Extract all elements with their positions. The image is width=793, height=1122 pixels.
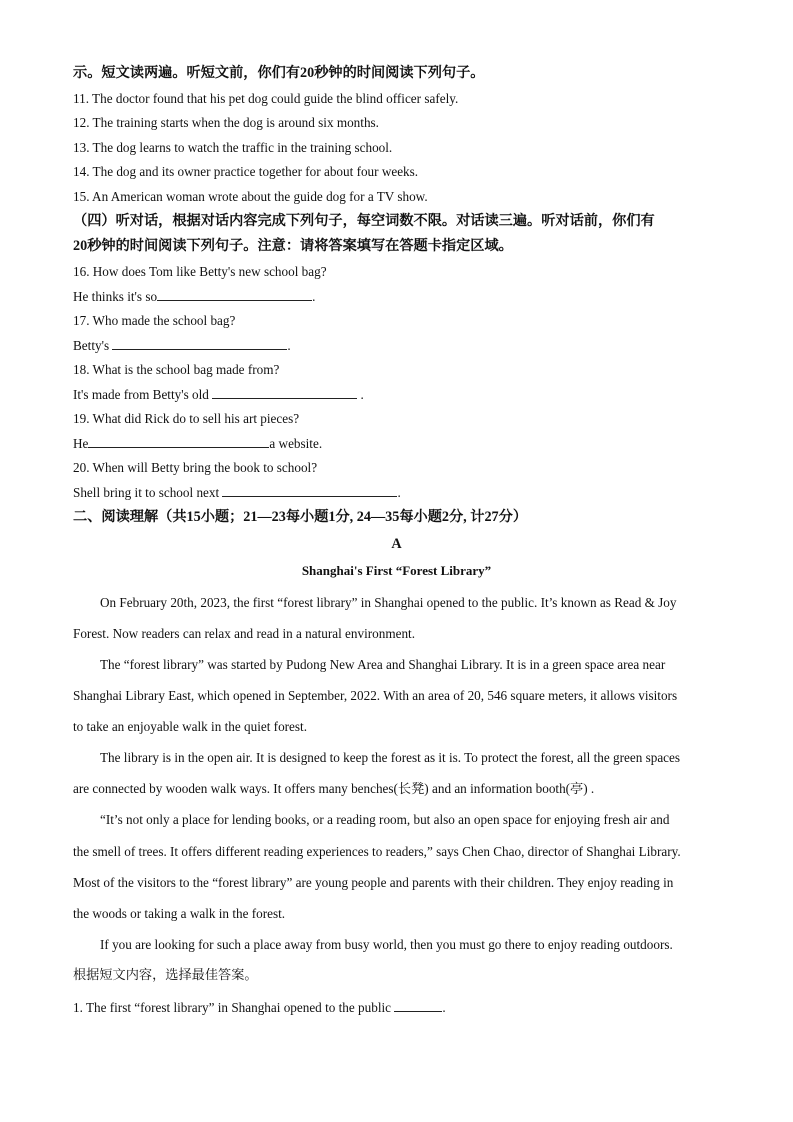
reading-question-1 — [73, 999, 733, 1017]
passage-part-label: A — [391, 536, 402, 552]
answer-20-prefix: Shell bring it to school next — [73, 485, 223, 500]
answer-16-line — [73, 288, 733, 306]
passage-p2-line1: The “forest library” was started by Pudong New Area and Shanghai Library. It is in a green space area near — [100, 657, 666, 672]
answer-18-blank[interactable] — [212, 386, 357, 399]
answer-17-suffix: . — [287, 338, 291, 353]
question-19: 19. What did Rick do to sell his art pieces? — [73, 411, 300, 426]
answer-19-suffix: a website. — [269, 436, 323, 451]
answer-19-line — [73, 435, 733, 453]
passage-p3-line1: The library is in the open air. It is designed to keep the forest as it is. To protect the forest, all the green spaces — [100, 750, 681, 765]
answer-20-line — [73, 484, 733, 502]
answer-17-prefix: Betty's — [73, 338, 113, 353]
passage-p3-line2: are connected by wooden walk ways. It offers many benches(长凳) and an information booth(亭) . — [73, 781, 595, 796]
passage-p2-line3: to take an enjoyable walk in the quiet forest. — [73, 719, 308, 734]
passage-p4-line3: Most of the visitors to the “forest library” are young people and parents with their children. They enjoy reading in — [73, 875, 674, 890]
answer-20-blank[interactable] — [222, 484, 397, 497]
answer-16-blank[interactable] — [157, 288, 312, 301]
passage-p1-line1: On February 20th, 2023, the first “forest library” in Shanghai opened to the public. It’s known as Read & Joy — [100, 595, 677, 610]
passage-p1-line2: Forest. Now readers can relax and read in a natural environment. — [73, 626, 416, 641]
reading-question-1-text: 1. The first “forest library” in Shanghai opened to the public — [73, 1000, 395, 1015]
answer-18-line — [73, 386, 733, 404]
answer-18-suffix: . — [357, 387, 364, 402]
section-four-heading-line2: 20秒钟的时间阅读下列句子。注意：请将答案填写在答题卡指定区域。 — [73, 238, 513, 254]
passage-p5-line1: If you are looking for such a place away from busy world, then you must go there to enjoy reading outdoors. — [100, 937, 673, 952]
question-16: 16. How does Tom like Betty's new school bag? — [73, 264, 327, 279]
statement-13: 13. The dog learns to watch the traffic in the training school. — [73, 140, 393, 155]
passage-p2-line2: Shanghai Library East, which opened in September, 2022. With an area of 20, 546 square meters, it allows visitors — [73, 688, 678, 703]
question-17: 17. Who made the school bag? — [73, 313, 236, 328]
question-18: 18. What is the school bag made from? — [73, 362, 280, 377]
reading-section-heading: 二、阅读理解（共15小题；21—23每小题1分, 24—35每小题2分, 计27分） — [73, 509, 528, 525]
reading-question-1-suffix: . — [442, 1000, 446, 1015]
listening-instruction-tail: 示。短文读两遍。听短文前，你们有20秒钟的时间阅读下列句子。 — [73, 65, 485, 81]
answer-16-suffix: . — [312, 289, 316, 304]
answer-17-blank[interactable] — [112, 337, 287, 350]
passage-p4-line4: the woods or taking a walk in the forest. — [73, 906, 286, 921]
passage-p4-line2: the smell of trees. It offers different reading experiences to readers,” says Chen Chao, director of Shanghai Library. — [73, 844, 681, 859]
reading-question-1-blank[interactable] — [394, 999, 442, 1012]
question-20: 20. When will Betty bring the book to school? — [73, 460, 318, 475]
answer-17-line — [73, 337, 733, 355]
statement-11: 11. The doctor found that his pet dog could guide the blind officer safely. — [73, 91, 459, 106]
section-four-heading-line1: （四）听对话，根据对话内容完成下列句子，每空词数不限。对话读三遍。听对话前，你们有 — [73, 213, 655, 229]
statement-15: 15. An American woman wrote about the guide dog for a TV show. — [73, 189, 428, 204]
answer-19-prefix: He — [73, 436, 89, 451]
passage-title: Shanghai's First “Forest Library” — [301, 563, 492, 578]
answer-16-prefix: He thinks it's so — [73, 289, 158, 304]
statement-12: 12. The training starts when the dog is around six months. — [73, 115, 379, 130]
answer-18-prefix: It's made from Betty's old — [73, 387, 213, 402]
answer-19-blank[interactable] — [88, 435, 269, 448]
statement-14: 14. The dog and its owner practice together for about four weeks. — [73, 164, 419, 179]
passage-p4-line1: “It’s not only a place for lending books, or a reading room, but also an open space for enjoying fresh air and — [100, 812, 670, 827]
answer-20-suffix: . — [397, 485, 401, 500]
reading-instruction: 根据短文内容，选择最佳答案。 — [73, 967, 258, 982]
